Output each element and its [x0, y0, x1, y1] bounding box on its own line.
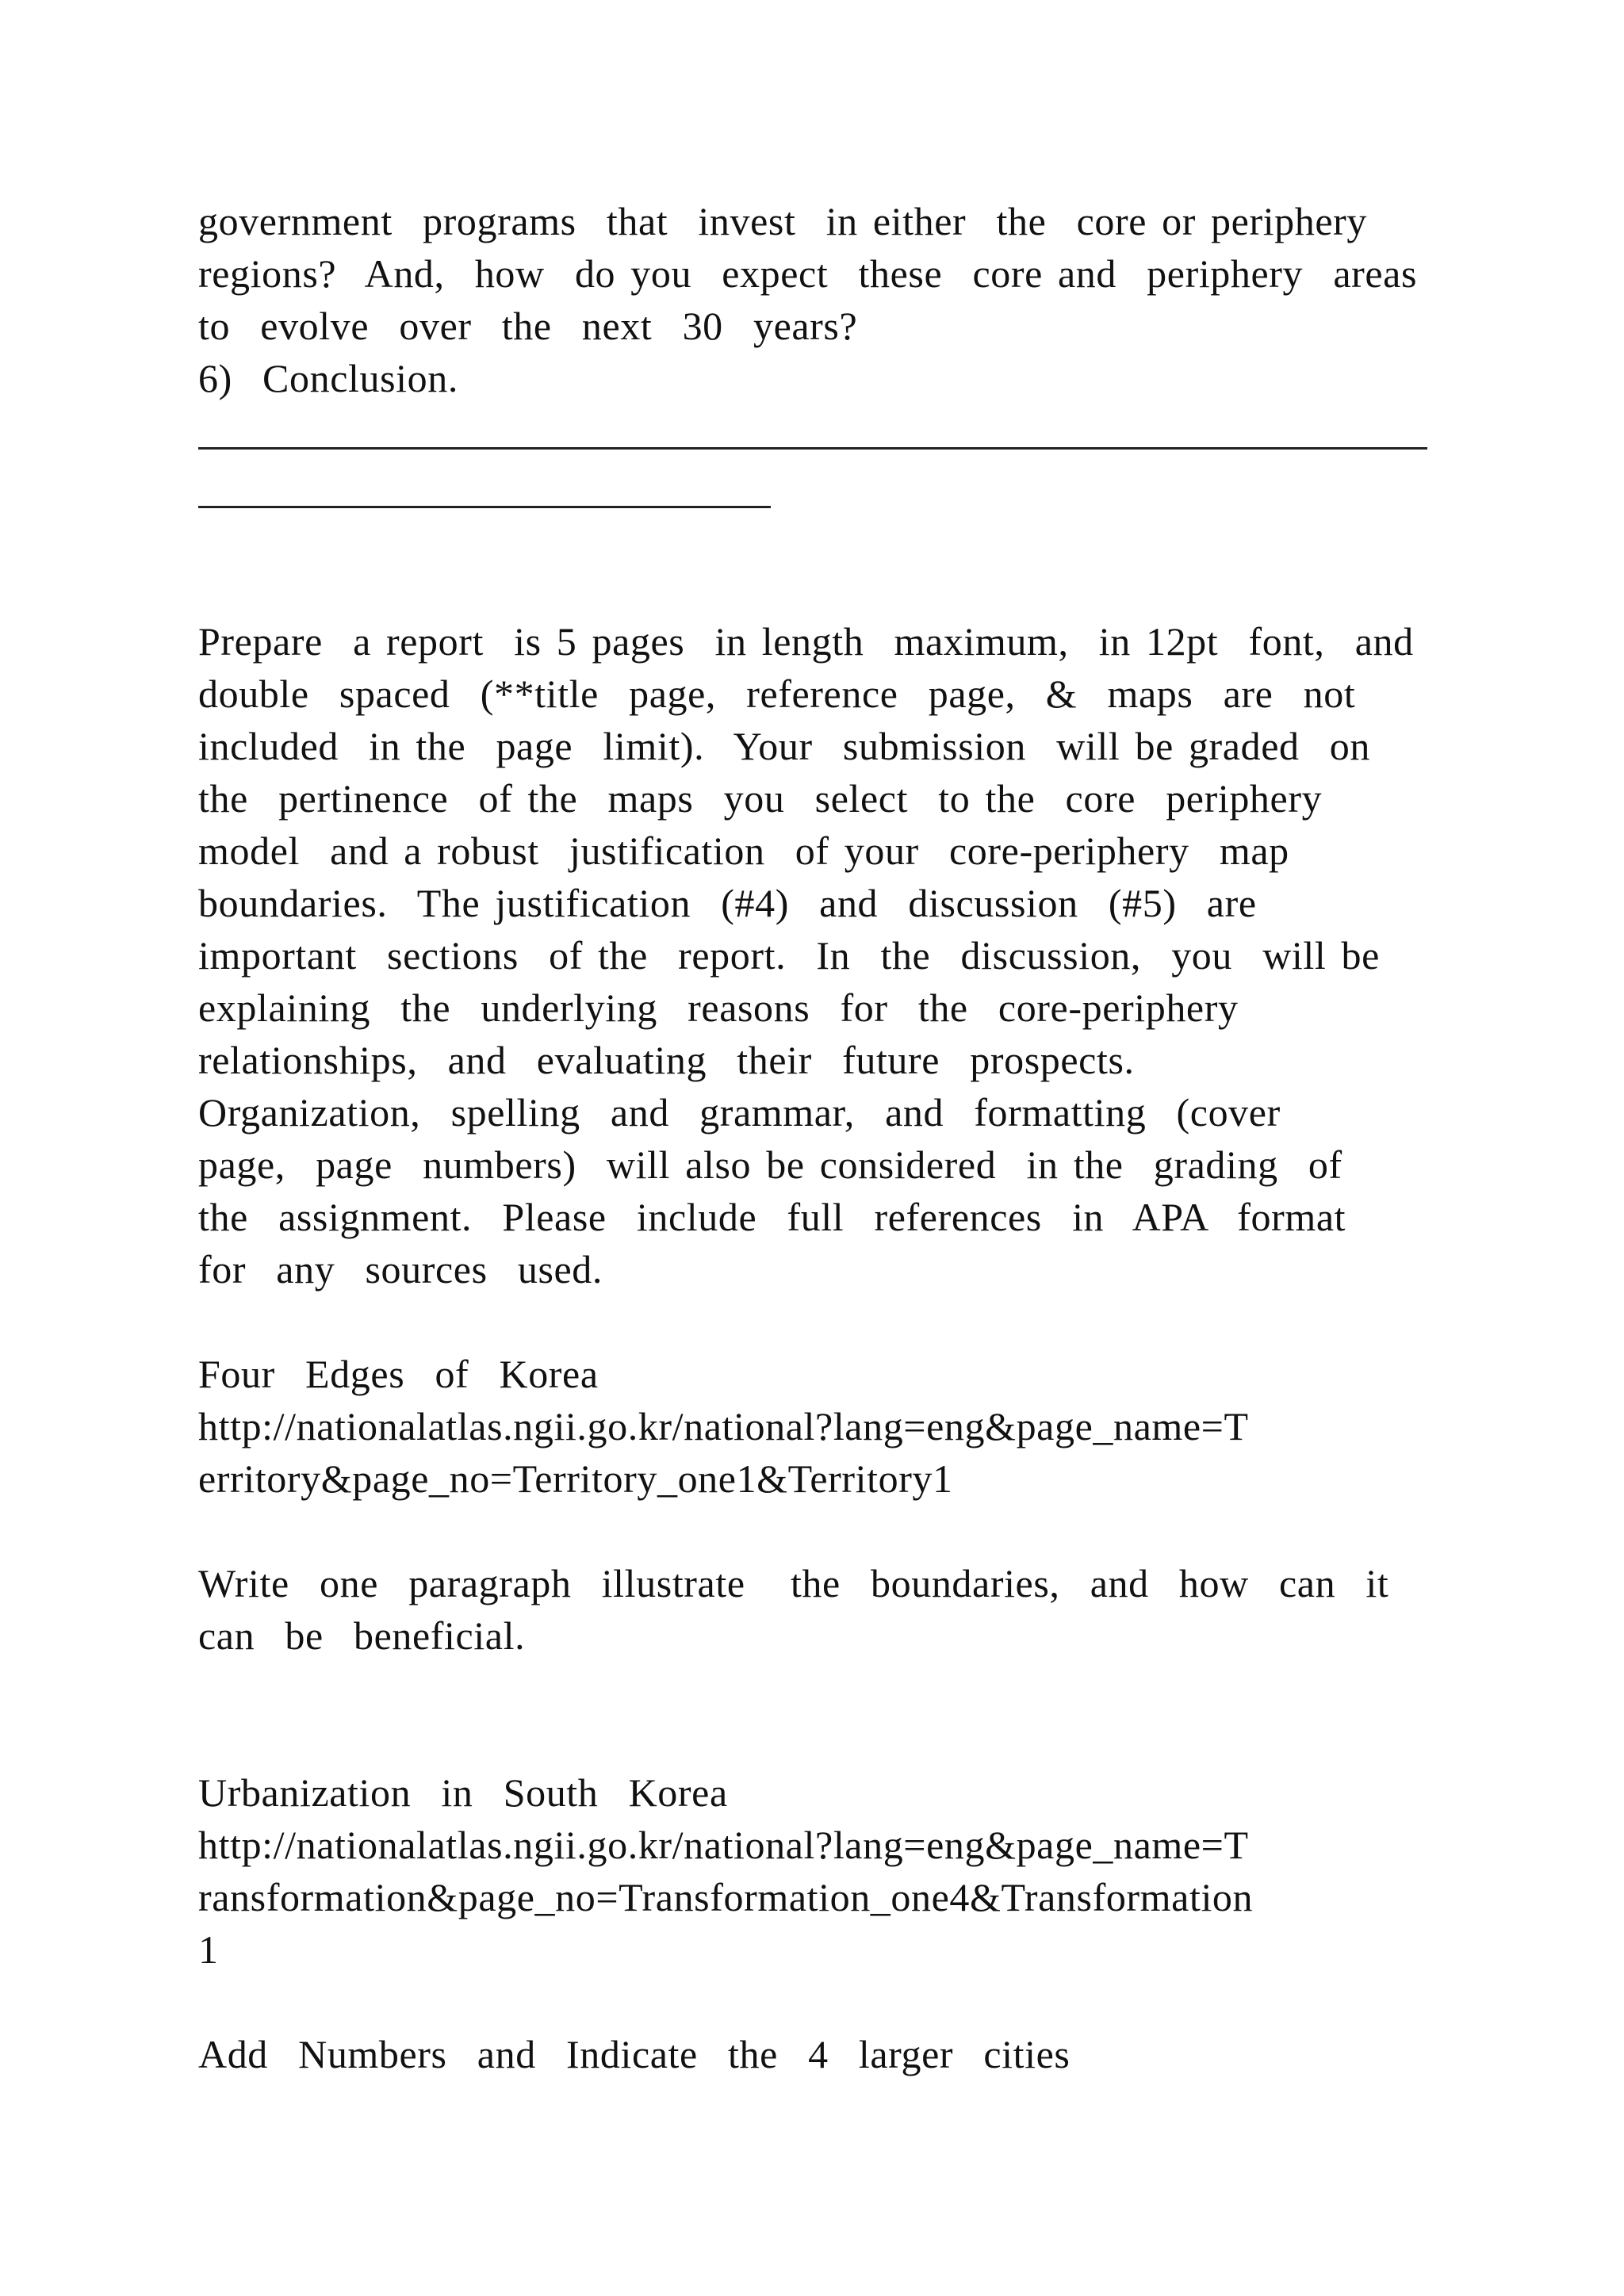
section2-url-line-2: ransformation&page_no=Transformation_one4&Transformation — [198, 1875, 1254, 1919]
section2-task-line-1: Add Numbers and Indicate the 4 larger cities — [198, 2032, 1071, 2076]
instructions-line-10: Organization, spelling and grammar, and formatting (cover — [198, 1090, 1281, 1135]
instructions-line-8: explaining the underlying reasons for the core-periphery — [198, 985, 1239, 1030]
instructions-line-9: relationships, and evaluating their future prospects. — [198, 1038, 1135, 1082]
instructions-line-11: page, page numbers) will also be considered in the grading of — [198, 1142, 1342, 1187]
instructions-line-12: the assignment. Please include full references in APA format — [198, 1195, 1346, 1239]
intro-line-3: to evolve over the next 30 years? — [198, 304, 858, 348]
instructions-line-13: for any sources used. — [198, 1247, 603, 1292]
intro-line-2: regions? And, how do you expect these core and periphery areas — [198, 251, 1418, 296]
section1-url-line-2: erritory&page_no=Territory_one1&Territory1 — [198, 1456, 953, 1501]
section2-url-line-1: http://nationalatlas.ngii.go.kr/national?lang=eng&page_name=T — [198, 1823, 1249, 1867]
instructions-line-6: boundaries. The justification (#4) and discussion (#5) are — [198, 881, 1257, 925]
instructions-line-5: model and a robust justification of your core-periphery map — [198, 828, 1289, 873]
section-title-four-edges: Four Edges of Korea — [198, 1352, 599, 1396]
intro-line-4-conclusion: 6) Conclusion. — [198, 356, 458, 400]
separator-rule-1 — [198, 447, 1427, 450]
section1-url-line-1: http://nationalatlas.ngii.go.kr/national?lang=eng&page_name=T — [198, 1404, 1249, 1448]
instructions-line-7: important sections of the report. In the discussion, you will be — [198, 933, 1380, 978]
section2-url-line-3: 1 — [198, 1927, 219, 1972]
intro-line-1: government programs that invest in either the core or periphery — [198, 199, 1368, 243]
instructions-line-2: double spaced (**title page, reference page, & maps are not — [198, 672, 1356, 716]
section1-task-line-1: Write one paragraph illustrate the boundaries, and how can it — [198, 1561, 1389, 1605]
section-title-urbanization: Urbanization in South Korea — [198, 1770, 728, 1815]
instructions-line-1: Prepare a report is 5 pages in length maximum, in 12pt font, and — [198, 619, 1414, 664]
separator-rule-2 — [198, 506, 771, 508]
instructions-line-4: the pertinence of the maps you select to the core periphery — [198, 776, 1323, 821]
section1-task-line-2: can be beneficial. — [198, 1613, 526, 1658]
instructions-line-3: included in the page limit). Your submission will be graded on — [198, 724, 1370, 768]
